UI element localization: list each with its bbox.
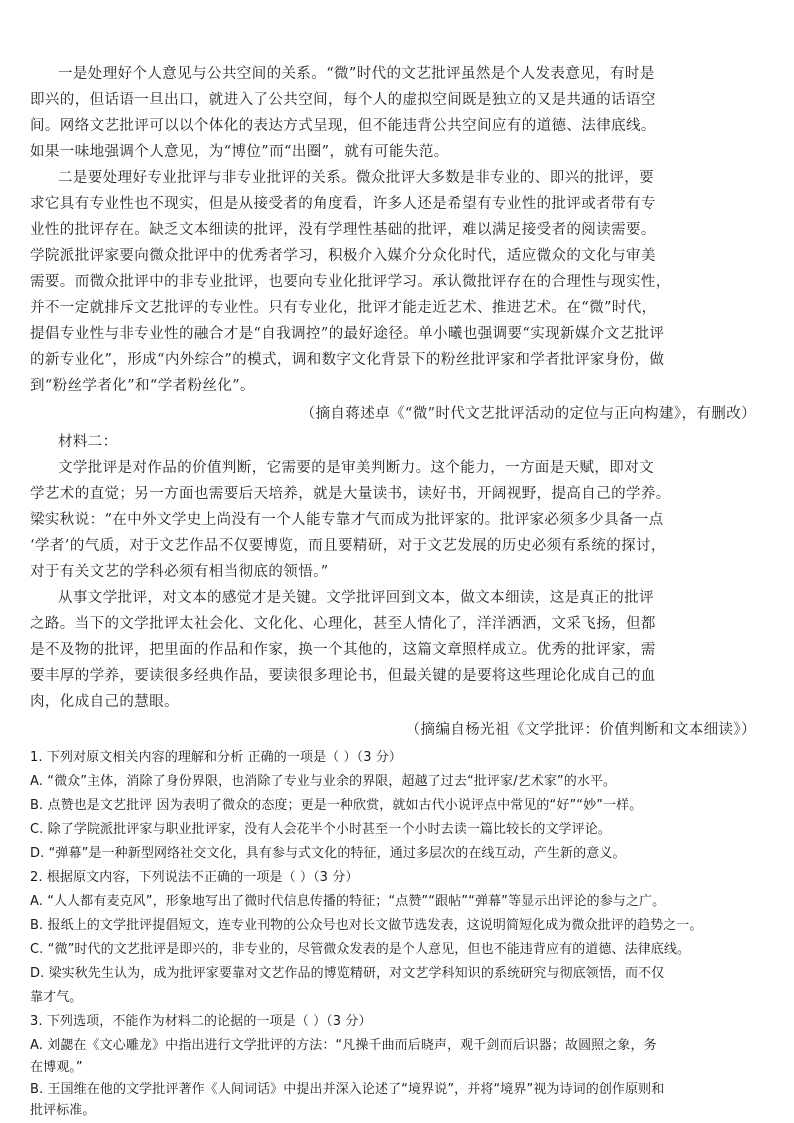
paragraph-line: 梁实秋说：“在中外文学史上尚没有一个人能专靠才气而成为批评家的。批评家必须多少具备一点 <box>30 512 664 528</box>
paragraph-line: 间。网络文艺批评可以以个体化的表达方式呈现，但不能违背公共空间应有的道德、法律底线。 <box>30 118 656 134</box>
option-b-continued: 批评标准。 <box>30 1103 96 1118</box>
paragraph-line: ‘学者’的气质，对于文艺作品不仅要博览，而且要精研，对于文艺发展的历史必须有系统的探讨， <box>30 538 666 554</box>
paragraph-line: 之路。当下的文学批评太社会化、文化化、心理化，甚至人情化了，洋洋洒洒，文采飞扬，但都 <box>30 616 656 632</box>
option-c: C. 除了学院派批评家与职业批评家，没有人会花半个小时甚至一个小时去读一篇比较长的文学评论。 <box>30 822 611 837</box>
paragraph-line: 二是要处理好专业批评与非专业批评的关系。微众批评大多数是非专业的、即兴的批评，要 <box>58 170 654 186</box>
option-a-continued: 在博观。” <box>30 1060 83 1075</box>
paragraph-line: 要丰厚的学养，要读很多经典作品，要读很多理论书，但最关键的是要将这些理论化成自己的血 <box>30 668 656 684</box>
question-2: 2. 根据原文内容，下列说法不正确的一项是（ ）（3 分） <box>30 870 359 885</box>
option-b: B. 报纸上的文学批评提倡短文，连专业刊物的公众号也对长文做节选发表，这说明简短化成为微众批评的趋势之一。 <box>30 918 703 933</box>
paragraph-line: 从事文学批评，对文本的感觉才是关键。文学批评回到文本，做文本细读，这是真正的批评 <box>58 590 654 606</box>
paragraph-line: 求它具有专业性也不现实，但是从接受者的角度看，许多人还是希望有专业性的批评或者带有专 <box>30 196 656 212</box>
paragraph-line: 对于有关文艺的学科必须有相当彻底的领悟。” <box>30 564 329 580</box>
option-d: D. “弹幕”是一种新型网络社交文化，具有参与式文化的特征，通过多层次的在线互动，产生新的意义。 <box>30 846 626 861</box>
option-d: D. 梁实秋先生认为，成为批评家要靠对文艺作品的博览精研，对文艺学科知识的系统研究与彻底领悟，而不仅 <box>30 966 665 981</box>
option-d-continued: 靠才气。 <box>30 990 83 1005</box>
material-label: 材料二： <box>58 434 118 450</box>
paragraph-line: 文学批评是对作品的价值判断，它需要的是审美判断力。这个能力，一方面是天赋，即对文 <box>58 460 654 476</box>
paragraph-line: 是不及物的批评，把里面的作品和作家，换一个其他的，这篇文章照样成立。优秀的批评家，需 <box>30 642 656 658</box>
option-b: B. 点赞也是文艺批评 因为表明了微众的态度；更是一种欣赏，就如古代小说评点中常见的“好”“妙”一样。 <box>30 798 643 813</box>
paragraph-line: 的新专业化”，形成“内外综合”的模式，调和数字文化背景下的粉丝批评家和学者批评家身份，做 <box>30 352 665 368</box>
paragraph-line: 到“粉丝学者化”和“学者粉丝化”。 <box>30 378 255 394</box>
option-a: A. 刘勰在《文心雕龙》中指出进行文学批评的方法：“凡操千曲而后晓声，观千剑而后识器；故圆照之象，务 <box>30 1038 657 1053</box>
paragraph-line: 即兴的，但话语一旦出口，就进入了公共空间，每个人的虚拟空间既是独立的又是共通的话语空 <box>30 92 656 108</box>
question-3: 3. 下列选项，不能作为材料二的论据的一项是（ ）（3 分） <box>30 1014 372 1029</box>
paragraph-line: 提倡专业性与非专业性的融合才是“自我调控”的最好途径。单小曦也强调要“实现新媒介文艺批评 <box>30 326 665 342</box>
paragraph-line: 学艺术的直觉；另一方面也需要后天培养，就是大量读书，读好书，开阔视野，提高自己的学养。 <box>30 486 671 502</box>
paragraph-line: 需要。而微众批评中的非专业批评，也要向专业化批评学习。承认微批评存在的合理性与现实性， <box>30 274 671 290</box>
source-citation: （摘编自杨光祖《文学批评：价值判断和文本细读》） <box>405 722 756 738</box>
paragraph-line: 一是处理好个人意见与公共空间的关系。“微”时代的文艺批评虽然是个人发表意见，有时是 <box>58 66 655 82</box>
option-c: C. “微”时代的文艺批评是即兴的，非专业的，尽管微众发表的是个人意见，但也不能违背应有的道德、法律底线。 <box>30 942 691 957</box>
question-1: 1. 下列对原文相关内容的理解和分析 正确的一项是（ ）（3 分） <box>30 750 403 765</box>
source-citation: （摘自蒋述卓《“微”时代文艺批评活动的定位与正向构建》，有删改） <box>300 406 756 422</box>
paragraph-line: 学院派批评家要向微众批评中的优秀者学习，积极介入媒介分众化时代，适应微众的文化与审美 <box>30 248 656 264</box>
option-b: B. 王国维在他的文学批评著作《人间词话》中提出并深入论述了“境界说”，并将“境界”视为诗词的创作原则和 <box>30 1082 665 1097</box>
paragraph-line: 如果一味地强调个人意见，为“博位”而“出圈”，就有可能失范。 <box>30 144 449 160</box>
option-a: A. “人人都有麦克风”，形象地写出了微时代信息传播的特征；“点赞”“跟帖”“弹幕”等显示出评论的参与之广。 <box>30 894 666 909</box>
option-a: A. “微众”主体，消除了身份界限，也消除了专业与业余的界限，超越了过去“批评家/艺术家”的水平。 <box>30 774 617 789</box>
paragraph-line: 业性的批评存在。缺乏文本细读的批评，没有学理性基础的批评，难以满足接受者的阅读需要。 <box>30 222 656 238</box>
paragraph-line: 并不一定就排斥文艺批评的专业性。只有专业化，批评才能走近艺术、推进艺术。在“微”时代， <box>30 300 657 316</box>
paragraph-line: 肉，化成自己的慧眼。 <box>30 694 179 710</box>
